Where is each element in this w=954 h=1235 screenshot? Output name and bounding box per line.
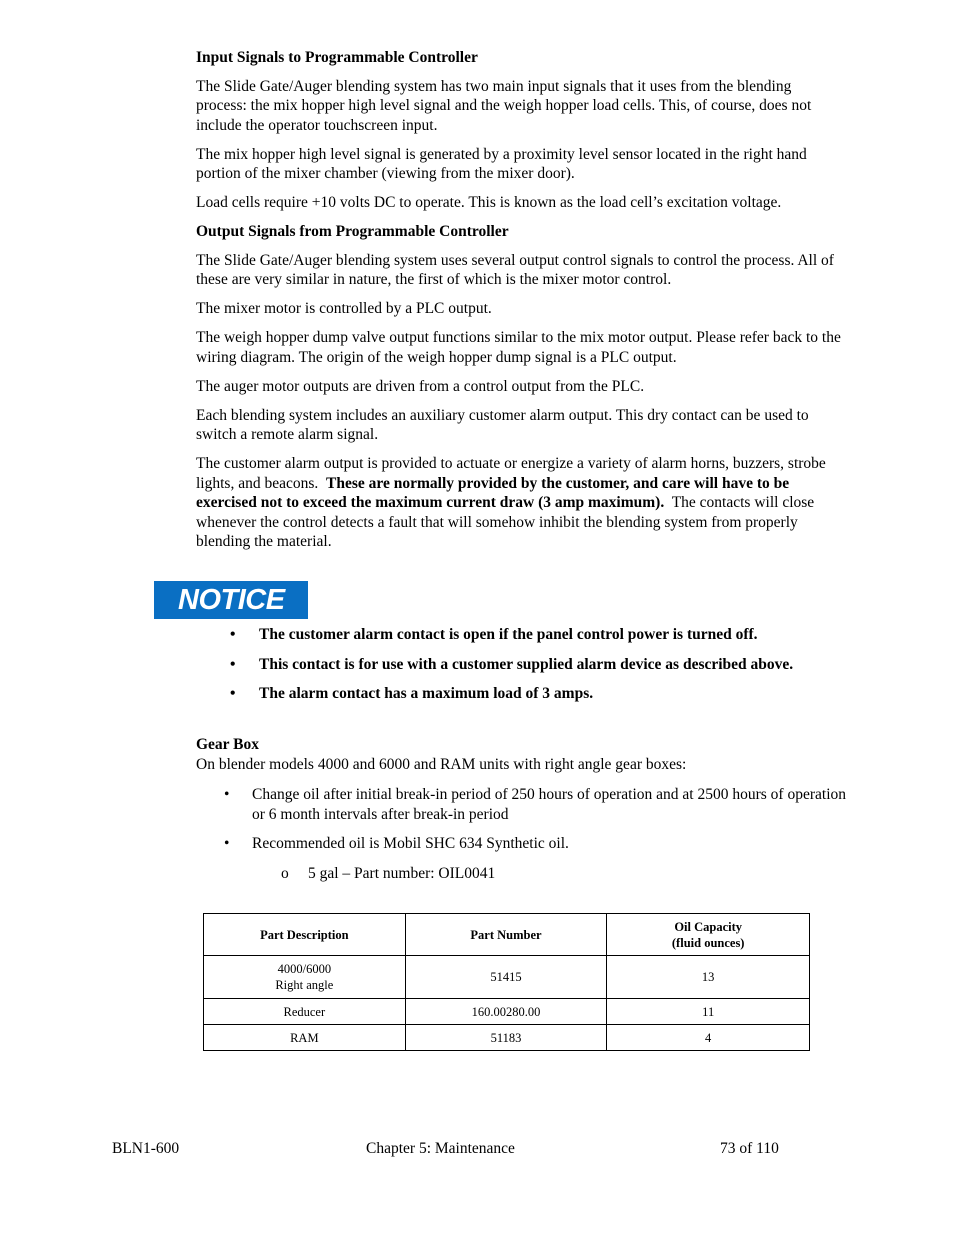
bullet-icon: • (224, 835, 230, 852)
oil-capacity-table (203, 913, 810, 1051)
cell-line: 4000/6000 (277, 962, 332, 976)
circle-bullet-icon: o (281, 865, 289, 882)
notice-item-text: The alarm contact has a maximum load of 3 amps. (259, 685, 594, 702)
table-cell: 13 (607, 956, 810, 999)
table-cell: 4 (607, 1025, 810, 1051)
output-paragraph-2: The mixer motor is controlled by a PLC output. (196, 300, 492, 317)
column-header-line: Oil Capacity (674, 919, 743, 934)
output-paragraph-6 (196, 454, 846, 552)
table-cell: RAM (204, 1025, 406, 1051)
table-cell: 51415 (405, 956, 607, 999)
column-header: Part Number (405, 914, 607, 956)
column-header-line: (fluid ounces) (671, 935, 745, 950)
output-paragraph-6-end: The contacts will close whenever the control detects a fault that will somehow inhibit the blending system from properly blending the material. (196, 494, 815, 550)
table-cell: 51183 (405, 1025, 607, 1051)
table-row (204, 956, 810, 999)
gear-box-list (224, 785, 849, 864)
table-row (204, 1025, 810, 1051)
notice-banner: NOTICE (154, 581, 308, 619)
list-item (224, 834, 849, 854)
table-cell: 11 (607, 999, 810, 1025)
bullet-icon: • (230, 685, 236, 702)
output-paragraph-1: The Slide Gate/Auger blending system uses several output control signals to control the process. All of these are very similar in nature, the first of which is the mixer motor control. (196, 251, 834, 288)
input-paragraph-2: The mix hopper high level signal is generated by a proximity level sensor located in the right hand portion of the mixer chamber (viewing from the mixer door). (196, 145, 807, 182)
table-row (204, 999, 810, 1025)
bullet-icon: • (224, 786, 230, 803)
bullet-icon: • (230, 626, 236, 643)
gear-box-section (196, 735, 846, 774)
output-paragraph-6-start: The customer alarm output is provided to actuate or energize a variety of alarm horns, buzzers, strobe lights, and beacons. (196, 455, 826, 492)
column-header (607, 914, 810, 956)
output-signals-heading: Output Signals from Programmable Controller (196, 223, 509, 240)
table-cell: 160.00280.00 (405, 999, 607, 1025)
bullet-icon: • (230, 655, 236, 673)
list-item (224, 785, 849, 824)
footer-page-number: 73 of 110 (720, 1140, 779, 1157)
column-header: Part Description (204, 914, 406, 956)
notice-item-text: This contact is for use with a customer supplied alarm device as described above. (259, 655, 794, 673)
input-paragraph-1: The Slide Gate/Auger blending system has two main input signals that it uses from the blending process: the mix hopper high level signal and the weigh hopper load cells. This, of course, does not include the operator touchscreen input. (196, 77, 812, 134)
notice-item (230, 625, 830, 645)
notice-list (230, 625, 830, 714)
list-item-text: Change oil after initial break-in period of 250 hours of operation and at 2500 hours of operation or 6 month intervals after break-in period (252, 786, 847, 823)
output-paragraph-6-bold: These are normally provided by the customer, and care will have to be exercised not to exceed the maximum current draw (3 amp maximum). (196, 474, 790, 511)
footer-chapter: Chapter 5: Maintenance (366, 1140, 515, 1157)
list-item-text: Recommended oil is Mobil SHC 634 Synthetic oil. (252, 835, 569, 852)
gear-box-heading: Gear Box (196, 736, 259, 753)
cell-line: Right angle (275, 978, 334, 992)
table-cell: Reducer (204, 999, 406, 1025)
input-signals-heading: Input Signals to Programmable Controller (196, 49, 478, 66)
input-paragraph-3: Load cells require +10 volts DC to operate. This is known as the load cell’s excitation voltage. (196, 194, 782, 211)
main-content (196, 48, 846, 561)
output-paragraph-3: The weigh hopper dump valve output functions similar to the mix motor output. Please refer back to the wiring diagram. The origin of the weigh hopper dump signal is a PLC output. (196, 329, 841, 366)
table-header-row (204, 914, 810, 956)
notice-item (230, 655, 830, 675)
output-paragraph-5: Each blending system includes an auxiliary customer alarm output. This dry contact can be used to switch a remote alarm signal. (196, 406, 809, 443)
footer-doc-id: BLN1-600 (112, 1140, 180, 1157)
sub-list-item (281, 864, 495, 884)
sub-list-item-text: 5 gal – Part number: OIL0041 (308, 865, 496, 882)
table-cell (204, 956, 406, 999)
output-paragraph-4: The auger motor outputs are driven from a control output from the PLC. (196, 377, 645, 395)
notice-item-text: The customer alarm contact is open if the panel control power is turned off. (259, 626, 758, 643)
notice-item (230, 684, 830, 704)
gear-box-intro: On blender models 4000 and 6000 and RAM units with right angle gear boxes: (196, 755, 687, 773)
